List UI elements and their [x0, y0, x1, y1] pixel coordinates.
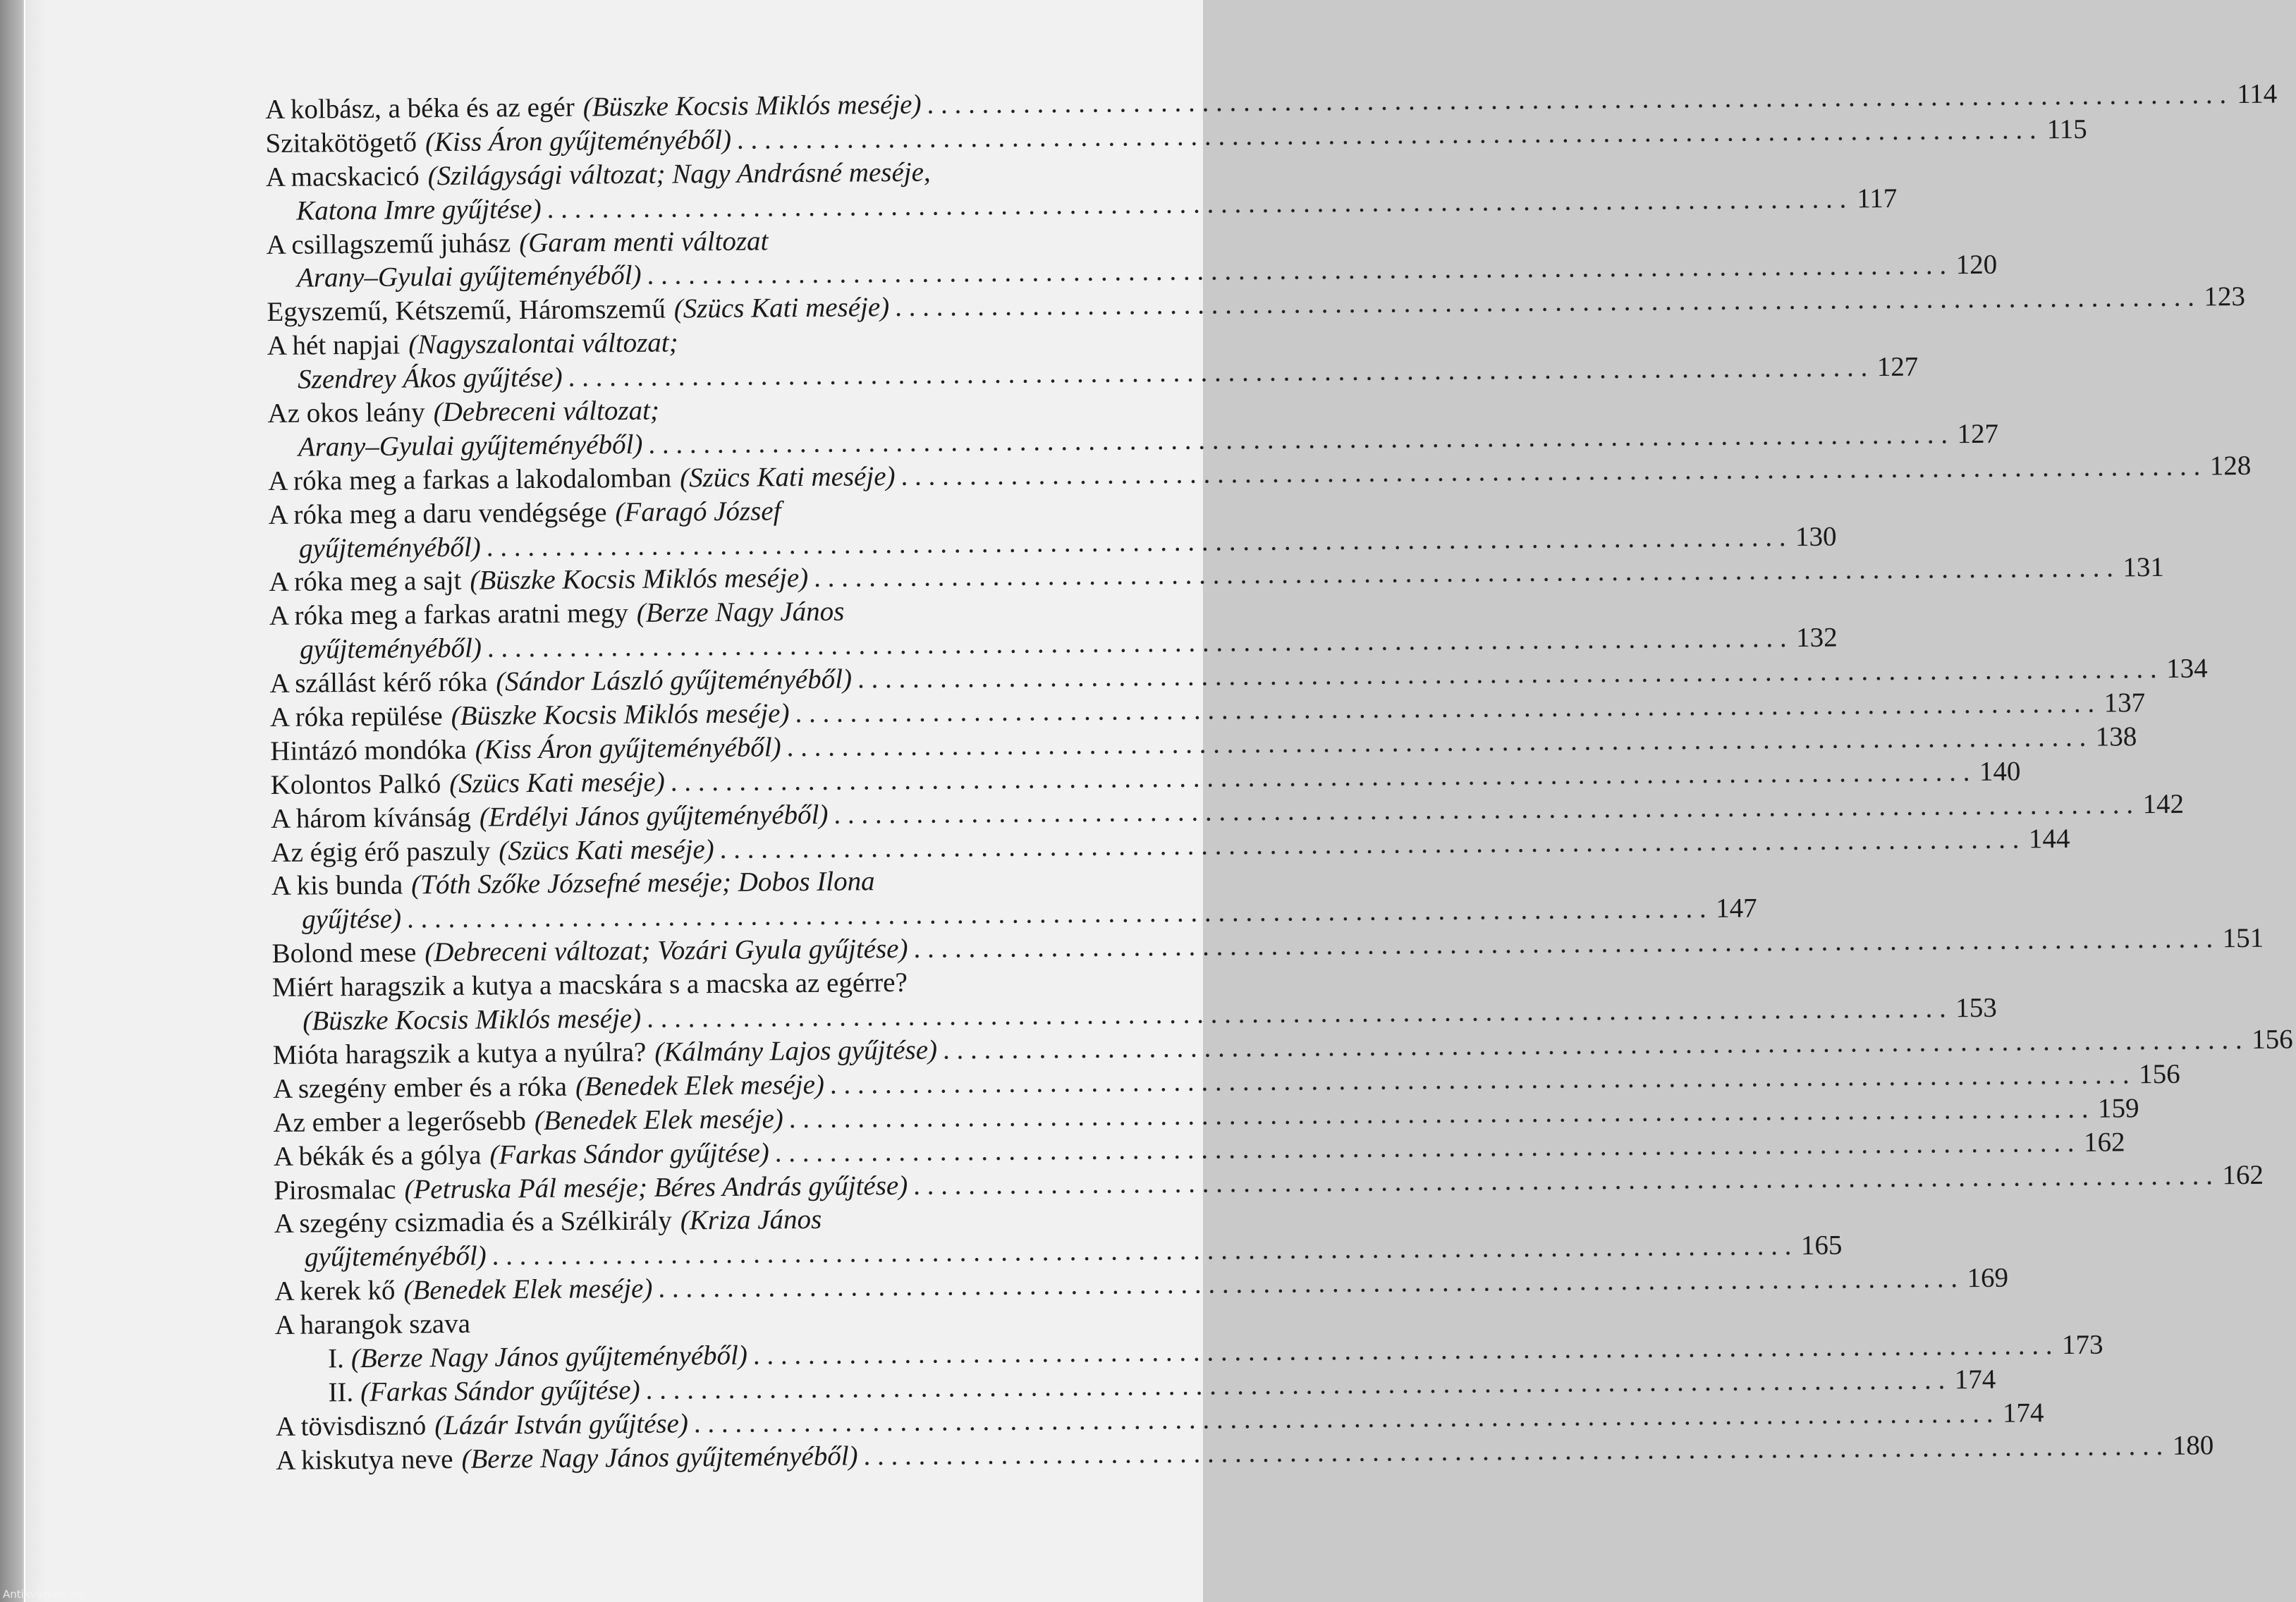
subentry-numeral: II. — [328, 1376, 354, 1408]
entry-page: 140 — [1979, 756, 2021, 787]
entry-title: A hét napjai — [267, 329, 401, 362]
entry-page: 138 — [2095, 721, 2137, 752]
entry-source-continuation: gyűjteményéből) — [298, 532, 481, 564]
subentry-page: 174 — [1954, 1364, 1996, 1395]
entry-source: (Szücs Kati meséje) — [499, 833, 714, 867]
entry-page: 134 — [2166, 653, 2208, 684]
entry-page: 132 — [1795, 622, 1838, 654]
entry-page: 120 — [1955, 250, 1998, 281]
entry-source: (Sándor László gyűjteményéből) — [496, 664, 853, 697]
entry-source: (Debreceni változat; — [433, 395, 660, 428]
entry-source-continuation: gyűjteményéből) — [300, 632, 482, 665]
entry-source: (Nagyszalontai változat; — [408, 327, 678, 360]
entry-source: (Tóth Szőke Józsefné meséje; Dobos Ilona — [411, 866, 875, 900]
entry-source: (Benedek Elek meséje) — [534, 1103, 783, 1136]
table-of-contents — [265, 78, 2293, 1478]
entry-source: (Benedek Elek meséje) — [575, 1069, 825, 1102]
entry-title: Kolontos Palkó — [270, 768, 441, 800]
entry-page: 156 — [2252, 1024, 2293, 1055]
entry-source-continuation: (Büszke Kocsis Miklós meséje) — [303, 1003, 642, 1037]
entry-source: (Büszke Kocsis Miklós meséje) — [582, 89, 922, 123]
entry-source: (Kriza János — [680, 1204, 822, 1236]
entry-title: Szitakötögető — [265, 127, 417, 159]
entry-source: (Lázár István gyűjtése) — [434, 1408, 689, 1441]
entry-title: A róka meg a farkas a lakodalomban — [268, 463, 672, 496]
entry-page: 130 — [1795, 521, 1837, 552]
entry-title: Az okos leány — [267, 397, 425, 429]
entry-title: Mióta haragszik a kutya a nyúlra? — [272, 1037, 647, 1070]
entry-title: Bolond mese — [271, 937, 417, 970]
entry-page: 162 — [2083, 1126, 2125, 1158]
entry-source-continuation: Arany–Gyulai gyűjteményéből) — [298, 429, 643, 463]
entry-source: (Kiss Áron gyűjteményéből) — [425, 124, 732, 158]
entry-title: A szegény ember és a róka — [272, 1071, 568, 1104]
entry-title: A kiskutya neve — [276, 1443, 453, 1476]
entry-page: 174 — [2002, 1397, 2044, 1429]
entry-page: 127 — [1876, 351, 1919, 383]
entry-page: 159 — [2097, 1092, 2139, 1124]
entry-source: (Berze Nagy János — [636, 596, 845, 629]
entry-title: Egyszemű, Kétszemű, Háromszemű — [267, 293, 666, 328]
entry-source: (Szücs Kati meséje) — [449, 766, 665, 799]
entry-title: A szállást kérő róka — [269, 666, 488, 699]
subentry-source: (Berze Nagy János gyűjteményéből) — [350, 1340, 748, 1374]
entry-source-continuation: Szendrey Ákos gyűjtése) — [298, 362, 563, 395]
entry-source-continuation: gyűjtése) — [302, 903, 402, 936]
entry-source: (Szilágysági változat; Nagy Andrásné meséje, — [427, 157, 931, 191]
entry-page: 180 — [2172, 1429, 2214, 1461]
entry-title: Pirosmalac — [274, 1174, 396, 1206]
entry-title: Az égig érő paszuly — [271, 836, 491, 868]
entry-title: A harangok szava — [274, 1308, 471, 1341]
entry-title: A kis bunda — [271, 869, 403, 902]
entry-source-continuation: gyűjteményéből) — [304, 1240, 487, 1273]
entry-page: 128 — [2209, 450, 2252, 482]
entry-page: 115 — [2046, 114, 2087, 145]
entry-page: 144 — [2028, 823, 2070, 854]
book-page — [24, 0, 2293, 1602]
entry-source-continuation: Katona Imre gyűjtése) — [296, 193, 542, 226]
entry-source: (Debreceni változat; Vozári Gyula gyűjtése) — [425, 934, 908, 968]
entry-source: (Petruska Pál meséje; Béres András gyűjtése) — [404, 1170, 908, 1204]
entry-title: A kerek kő — [274, 1275, 396, 1307]
entry-title: A békák és a gólya — [273, 1139, 482, 1172]
entry-title: A tövisdisznó — [275, 1410, 427, 1442]
subentry-numeral: I. — [327, 1343, 345, 1374]
entry-source: (Berze Nagy János gyűjteményéből) — [461, 1441, 858, 1474]
entry-title: A három kívánság — [270, 802, 472, 834]
entry-page: 131 — [2123, 552, 2165, 583]
entry-title: Az ember a legerősebb — [273, 1105, 527, 1138]
entry-title: A kolbász, a béka és az egér — [265, 92, 575, 125]
book-edge — [0, 0, 23, 1602]
entry-title: A róka meg a farkas aratni megy — [269, 598, 628, 632]
watermark: Antikvárium.hu — [3, 1588, 84, 1601]
entry-title: A róka meg a sajt — [269, 565, 462, 598]
entry-page: 165 — [1800, 1230, 1843, 1261]
subentry-page: 173 — [2061, 1329, 2103, 1360]
entry-page: 137 — [2103, 687, 2146, 719]
entry-source: (Farkas Sándor gyűjtése) — [489, 1137, 769, 1170]
entry-page: 114 — [2236, 78, 2278, 110]
entry-title: A szegény csizmadia és a Szélkirály — [274, 1205, 672, 1240]
entry-source-continuation: Arany–Gyulai gyűjteményéből) — [296, 260, 642, 294]
entry-page: 127 — [1957, 418, 1999, 450]
entry-title: Miért haragszik a kutya a macskára s a macska az egérre? — [271, 967, 908, 1003]
entry-page: 123 — [2204, 281, 2246, 312]
entry-page: 169 — [1967, 1262, 2009, 1294]
entry-source: (Erdélyi János gyűjteményéből) — [479, 799, 829, 833]
entry-title: A csillagszemű juhász — [266, 227, 511, 260]
entry-source: (Szücs Kati meséje) — [673, 292, 890, 324]
entry-source: (Garam menti változat — [519, 225, 769, 258]
entry-title: A róka repülése — [269, 701, 443, 733]
entry-source: (Büszke Kocsis Miklós meséje) — [470, 563, 809, 597]
entry-page: 156 — [2138, 1058, 2180, 1090]
toc-entry — [276, 1429, 2214, 1477]
entry-source: (Kiss Áron gyűjteményéből) — [475, 732, 781, 765]
entry-source: (Szücs Kati meséje) — [679, 460, 896, 494]
entry-title: A róka meg a daru vendégsége — [268, 496, 607, 530]
entry-source: (Faragó József — [615, 495, 781, 527]
entry-source: (Benedek Elek meséje) — [403, 1273, 653, 1306]
entry-page: 153 — [1955, 992, 1997, 1024]
entry-source: (Büszke Kocsis Miklós meséje) — [451, 698, 790, 731]
entry-page: 142 — [2142, 788, 2185, 819]
entry-page: 147 — [1715, 893, 1757, 924]
entry-source: (Kálmány Lajos gyűjtése) — [654, 1034, 938, 1068]
subentry-source: (Farkas Sándor gyűjtése) — [360, 1374, 640, 1407]
entry-page: 117 — [1857, 183, 1898, 214]
entry-title: Hintázó mondóka — [270, 734, 467, 766]
entry-page: 151 — [2222, 923, 2264, 954]
entry-page: 162 — [2222, 1159, 2264, 1190]
entry-title: A macskacicó — [265, 161, 420, 192]
